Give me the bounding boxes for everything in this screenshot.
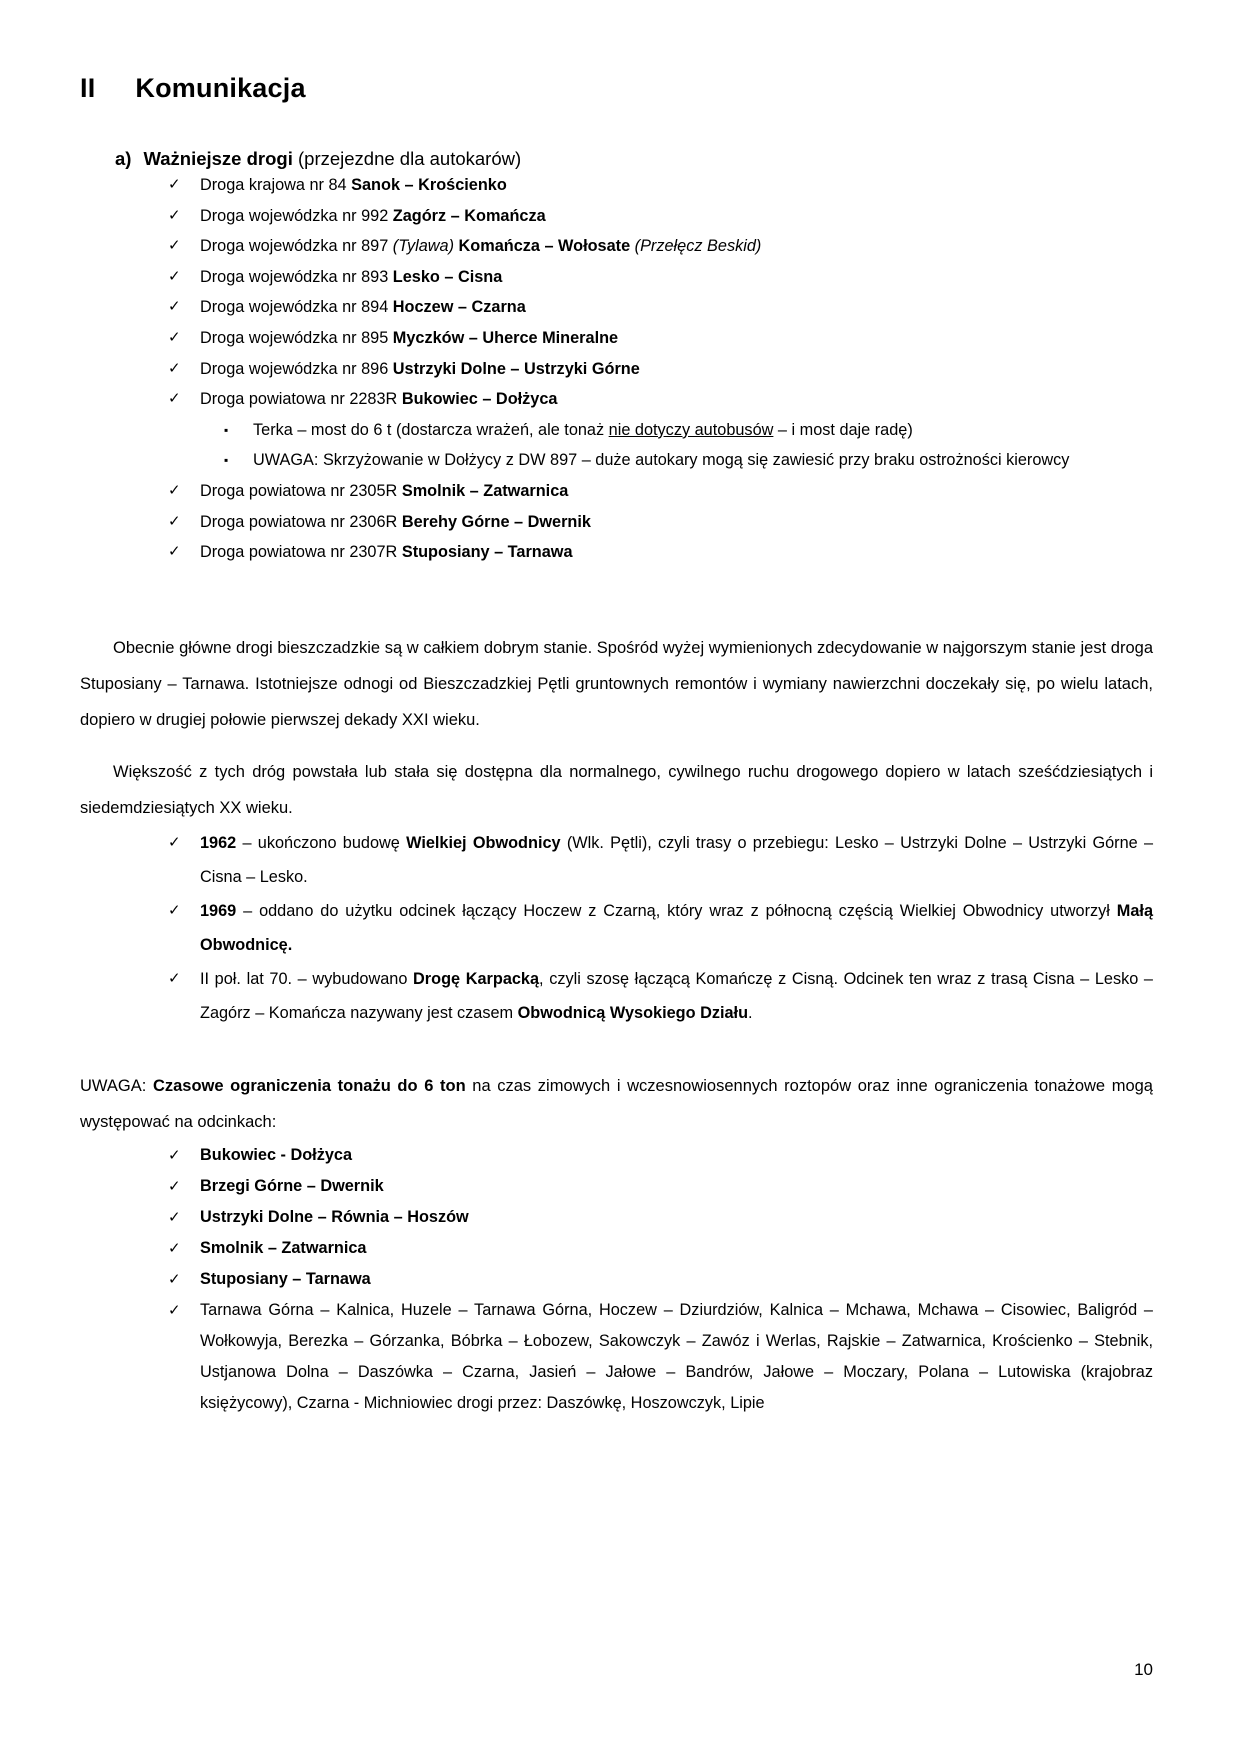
- checkmark-icon: ✓: [168, 359, 181, 377]
- text-segment: Droga wojewódzka nr 897: [200, 237, 393, 256]
- checkmark-icon: ✓: [168, 390, 181, 408]
- list-item: [80, 1295, 1153, 1419]
- text-segment: Droga powiatowa nr 2307R: [200, 543, 402, 562]
- list-item-text: [200, 834, 1153, 886]
- list-item-text: [200, 268, 502, 286]
- list-item-text: [200, 543, 573, 561]
- text-segment: Brzegi Górne – Dwernik: [200, 1176, 384, 1195]
- text-segment: Bukowiec – Dołżyca: [401, 390, 558, 409]
- checkmark-icon: ✓: [168, 512, 181, 530]
- list-item: [80, 1202, 1153, 1233]
- text-segment: na czas zimowych i wczesnowiosennych roztopów oraz inne ograniczenia tonażowe mogą występować na odcinkach:: [80, 1076, 1153, 1131]
- list-item-text: [200, 1301, 1153, 1412]
- text-segment: Zagórz – Komańcza: [392, 206, 546, 225]
- text-segment: – oddano do użytku odcinek łączący Hoczew z Czarną, który wraz z północną częścią Wielkiej Obwodnicy utworzył: [236, 901, 1117, 920]
- text-segment: Obwodnicą Wysokiego Działu: [517, 1003, 749, 1022]
- text-segment: UWAGA:: [80, 1076, 153, 1095]
- text-segment: Hoczew – Czarna: [392, 298, 526, 317]
- list-item: [80, 537, 1153, 568]
- list-item: [80, 170, 1153, 201]
- list-item: [80, 1233, 1153, 1264]
- list-item: [80, 201, 1153, 232]
- text-segment: Droga powiatowa nr 2283R: [200, 390, 402, 409]
- history-list: [80, 826, 1153, 1030]
- list-item-text: [200, 1177, 384, 1195]
- text-segment: II poł. lat 70. – wybudowano: [200, 969, 414, 988]
- list-item-text: [200, 1270, 371, 1288]
- chapter-title-text: Komunikacja: [135, 73, 306, 103]
- text-segment: Wielkiej Obwodnicy: [406, 833, 561, 852]
- list-item-text: [200, 902, 1153, 954]
- list-item-text: [200, 970, 1153, 1022]
- list-item: [80, 262, 1153, 293]
- sub-list-item: [80, 415, 1153, 446]
- text-segment: Droga krajowa nr 84: [200, 176, 352, 194]
- text-segment: 1969: [200, 901, 237, 920]
- paragraph-road-history-intro: [80, 754, 1153, 826]
- text-segment: .: [748, 1003, 753, 1022]
- checkmark-icon: ✓: [168, 969, 181, 987]
- text-segment: Berehy Górne – Dwernik: [401, 512, 591, 531]
- list-item: [80, 354, 1153, 385]
- checkmark-icon: ✓: [168, 1177, 181, 1195]
- text-segment: (Przełęcz Beskid): [630, 237, 762, 256]
- chapter-numeral: II: [80, 73, 96, 103]
- text-segment: Droga wojewódzka nr 992: [200, 206, 393, 225]
- list-item-text: [253, 421, 913, 439]
- text-segment: Droga wojewódzka nr 894: [200, 298, 393, 317]
- text-segment: Drogę Karpacką: [413, 969, 540, 988]
- list-item-text: [200, 329, 618, 347]
- text-segment: Większość z tych dróg powstała lub stała się dostępna dla normalnego, cywilnego ruchu drogowego dopiero w latach sześćdziesiątych i siedemdziesiątych XX wieku.: [80, 762, 1153, 817]
- page-title: [80, 73, 1153, 104]
- text-segment: Smolnik – Zatwarnica: [200, 1238, 367, 1257]
- section-marker: a): [115, 148, 132, 169]
- section-a-heading: [115, 148, 1153, 170]
- section-title-bold: Ważniejsze drogi: [143, 148, 293, 169]
- list-item: [80, 1171, 1153, 1202]
- text-segment: Komańcza – Wołosate: [458, 237, 631, 256]
- sub-list-item: [80, 445, 1153, 476]
- list-item-text: [200, 298, 526, 316]
- checkmark-icon: ✓: [168, 543, 181, 561]
- checkmark-icon: ✓: [168, 206, 181, 224]
- list-item-text: [200, 237, 761, 255]
- checkmark-icon: ✓: [168, 481, 181, 499]
- checkmark-icon: ✓: [168, 1301, 181, 1319]
- text-segment: – ukończono budowę: [236, 833, 407, 852]
- checkmark-icon: ✓: [168, 298, 181, 316]
- text-segment: Smolnik – Zatwarnica: [401, 481, 569, 500]
- text-segment: Droga wojewódzka nr 895: [200, 328, 393, 347]
- text-segment: Myczków – Uherce Mineralne: [392, 328, 619, 347]
- page-number: 10: [1134, 1660, 1153, 1679]
- text-segment: UWAGA: Skrzyżowanie w Dołżycy z DW 897 – duże autokary mogą się zawiesić przy braku ostrożności kierowcy: [253, 451, 1070, 470]
- list-item: [80, 1140, 1153, 1171]
- text-segment: Stuposiany – Tarnawa: [200, 1269, 371, 1288]
- text-segment: Droga wojewódzka nr 896: [200, 359, 393, 378]
- restrictions-list: [80, 1140, 1153, 1419]
- text-segment: Ustrzyki Dolne – Ustrzyki Górne: [392, 359, 640, 378]
- list-item-text: [200, 360, 640, 378]
- square-bullet-icon: ▪: [224, 422, 229, 437]
- list-item: [80, 507, 1153, 538]
- checkmark-icon: ✓: [168, 176, 181, 193]
- text-segment: Ustrzyki Dolne – Równia – Hoszów: [200, 1207, 469, 1226]
- text-segment: Terka – most do 6 t (dostarcza wrażeń, ale tonaż: [253, 420, 609, 439]
- list-item-text: [200, 1208, 469, 1226]
- checkmark-icon: ✓: [168, 901, 181, 919]
- checkmark-icon: ✓: [168, 1146, 181, 1164]
- list-item-text: [200, 513, 591, 531]
- checkmark-icon: ✓: [168, 237, 181, 255]
- section-title-rest: (przejezdne dla autokarów): [292, 148, 522, 169]
- checkmark-icon: ✓: [168, 1239, 181, 1257]
- list-item: [80, 826, 1153, 894]
- list-item-text: [200, 390, 557, 408]
- list-item-text: [200, 482, 568, 500]
- checkmark-icon: ✓: [168, 1208, 181, 1226]
- roads-list: [80, 170, 1153, 568]
- text-segment: Czasowe ograniczenia tonażu do 6 ton: [152, 1076, 466, 1095]
- checkmark-icon: ✓: [168, 267, 181, 285]
- text-segment: Tarnawa Górna – Kalnica, Huzele – Tarnawa Górna, Hoczew – Dziurdziów, Kalnica – Mchawa, Mchawa – Cisowiec, Baligród – Wołkowyja, Berezka – Górzanka, Bóbrka – Łobozew, Sakowczyk – Zawóz i Werlas, Rajskie – Zatwarnica, Krościenko – Stebnik, Ustjanowa Dolna – Daszówka – Czarna, Jasień – Jałowe – Bandrów, Jałowe – Moczary, Polana – Lutowiska (krajobraz księżycowy), Czarna - Michniowiec drogi przez: Daszówkę, Hoszowczyk, Lipie: [200, 1300, 1153, 1412]
- list-item-text: [200, 207, 546, 225]
- checkmark-icon: ✓: [168, 1270, 181, 1288]
- text-segment: Obecnie główne drogi bieszczadzkie są w całkiem dobrym stanie. Spośród wyżej wymienionych zdecydowanie w najgorszym stanie jest droga Stuposiany – Tarnawa. Istotniejsze odnogi od Bieszczadzkiej Pętli gruntownych remontów i wymiany nawierzchni doczekały się, po wielu latach, dopiero w drugiej połowie pierwszej dekady XXI wieku.: [80, 638, 1153, 729]
- paragraph-road-condition: [80, 630, 1153, 738]
- text-segment: Droga powiatowa nr 2305R: [200, 481, 402, 500]
- text-segment: – i most daje radę): [773, 420, 913, 439]
- list-item-text: [200, 176, 507, 194]
- checkmark-icon: ✓: [168, 328, 181, 346]
- list-item: [80, 476, 1153, 507]
- text-segment: Stuposiany – Tarnawa: [401, 543, 573, 562]
- text-segment: , czyli szosę łączącą Komańczę z Cisną. Odcinek ten wraz z trasą Cisna – Lesko – Zagórz – Komańcza nazywany jest czasem: [200, 969, 1153, 1022]
- list-item: [80, 292, 1153, 323]
- list-item-text: [200, 1239, 367, 1257]
- checkmark-icon: ✓: [168, 833, 181, 851]
- list-item: [80, 231, 1153, 262]
- list-item-text: [200, 1146, 352, 1164]
- paragraph-tonnage-warning: [80, 1068, 1153, 1140]
- square-bullet-icon: ▪: [224, 453, 229, 468]
- text-segment: Droga wojewódzka nr 893: [200, 267, 393, 286]
- list-item: [80, 962, 1153, 1030]
- list-item-text: [253, 451, 1069, 469]
- list-item: [80, 384, 1153, 415]
- text-segment: Małą Obwodnicę.: [200, 901, 1153, 954]
- list-item: [80, 323, 1153, 354]
- list-item: [80, 1264, 1153, 1295]
- text-segment: (Tylawa): [392, 237, 459, 256]
- text-segment: Sanok – Krościenko: [351, 176, 507, 194]
- text-segment: Lesko – Cisna: [392, 267, 503, 286]
- text-segment: (Wlk. Pętli), czyli trasy o przebiegu: Lesko – Ustrzyki Dolne – Ustrzyki Górne – Cisna – Lesko.: [200, 833, 1153, 886]
- text-segment: Bukowiec - Dołżyca: [200, 1145, 353, 1164]
- text-segment: 1962: [200, 833, 237, 852]
- text-segment: Droga powiatowa nr 2306R: [200, 512, 402, 531]
- list-item: [80, 894, 1153, 962]
- text-segment: nie dotyczy autobusów: [608, 420, 774, 439]
